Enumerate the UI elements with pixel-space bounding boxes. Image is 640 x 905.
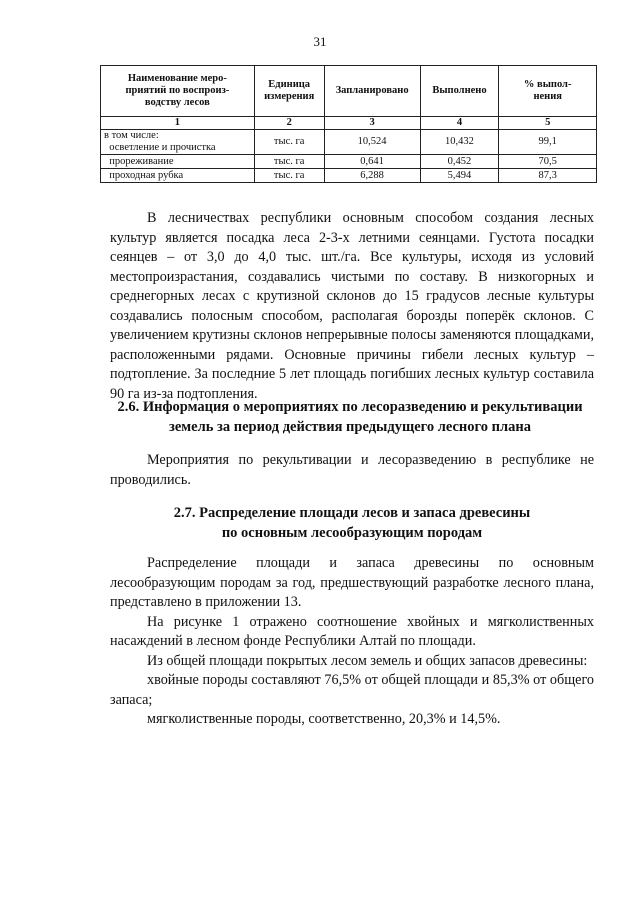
paragraph-line: Распределение площади и запаса древесины по основным лесообразующим породам за год, предшествующий разработке лесного плана, представлено в приложении 13. xyxy=(110,555,594,610)
row-unit: тыс. га xyxy=(254,155,324,169)
header-done: Выполнено xyxy=(420,66,499,117)
row-done: 5,494 xyxy=(420,169,499,183)
page-number: 31 xyxy=(313,34,327,49)
row-name: в том числе: осветление и прочистка xyxy=(101,130,255,155)
paragraph-line: хвойные породы составляют 76,5% от общей площади и 85,3% от общего запаса; xyxy=(110,672,594,708)
paragraph-reforestation-methods: В лесничествах республики основным способом создания лесных культур является посадка леса 2-3-х летними сеянцами. Густота посадки сеянцев – от 3,0 до 4,0 тыс. шт./га. Все культуры, исходя из условий местопроизрастания, создавались чистыми по составу. В низкогорных и среднегорных лесах с крутизной склонов до 15 градусов лесные культуры создавались полосным способом, располагая борозды поперёк склонов. С увеличением крутизны склонов непрерывные полосы заменяются площадками, расположенными рядами. Основные причины гибели лесных культур – подтопление. За последние 5 лет площадь погибших лесных культур составила 90 га из-за подтопления. xyxy=(110,210,594,402)
section-heading-2-7: 2.7. Распределение площади лесов и запаса древесины по основным лесообразующим породам xyxy=(173,505,531,541)
header-planned: Запланировано xyxy=(324,66,420,117)
section-heading-2-6: 2.6. Информация о мероприятиях по лесоразведению и рекультивации земель за период действия предыдущего лесного плана xyxy=(117,399,583,435)
row-percent: 70,5 xyxy=(499,155,597,169)
table-row xyxy=(101,155,597,169)
table-row xyxy=(101,130,597,155)
row-done: 10,432 xyxy=(420,130,499,155)
row-percent: 87,3 xyxy=(499,169,597,183)
paragraph-line: На рисунке 1 отражено соотношение хвойных и мягколиственных насаждений в лесном фонде Республики Алтай по площади. xyxy=(110,613,594,649)
row-name: прореживание xyxy=(101,155,255,169)
row-unit: тыс. га xyxy=(254,130,324,155)
row-planned: 10,524 xyxy=(324,130,420,155)
row-unit: тыс. га xyxy=(254,169,324,183)
paragraph-recultivation: Мероприятия по рекультивации и лесоразведению в республике не проводились. xyxy=(110,452,594,488)
col-number: 3 xyxy=(324,117,420,130)
paragraph-line: мягколиственные породы, соответственно, 20,3% и 14,5%. xyxy=(147,711,501,727)
row-planned: 0,641 xyxy=(324,155,420,169)
col-number: 1 xyxy=(101,117,255,130)
row-percent: 99,1 xyxy=(499,130,597,155)
header-percent: % выпол- нения xyxy=(499,66,597,117)
reforestation-table xyxy=(100,65,597,183)
row-planned: 6,288 xyxy=(324,169,420,183)
col-number: 5 xyxy=(499,117,597,130)
col-number: 4 xyxy=(420,117,499,130)
paragraph-line: Из общей площади покрытых лесом земель и общих запасов древесины: xyxy=(147,652,588,669)
header-unit: Единица измерения xyxy=(254,66,324,117)
paragraph-species-distribution xyxy=(110,554,594,730)
row-done: 0,452 xyxy=(420,155,499,169)
table-row xyxy=(101,169,597,183)
row-name: проходная рубка xyxy=(101,169,255,183)
header-activity: Наименование меро- приятий по воспроиз- водству лесов xyxy=(101,66,255,117)
col-number: 2 xyxy=(254,117,324,130)
